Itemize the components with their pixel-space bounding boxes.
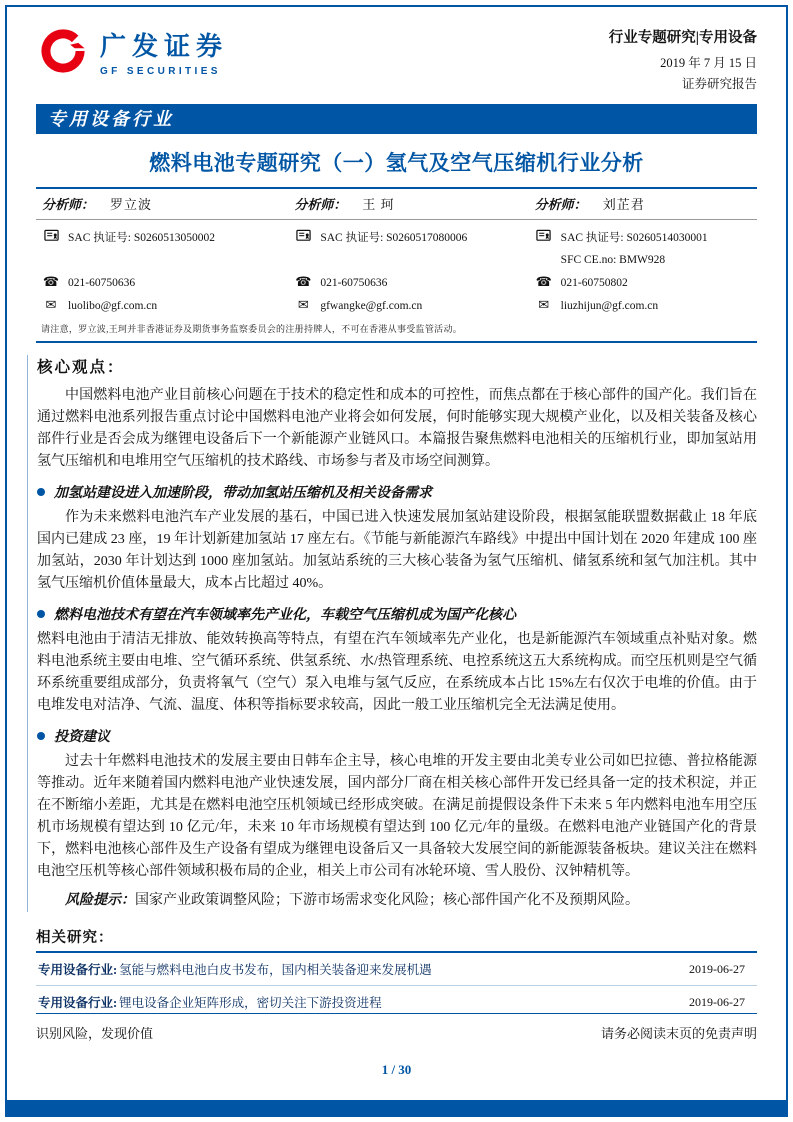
analyst-sfc-row <box>294 248 524 271</box>
related-date: 2019-06-27 <box>689 961 745 976</box>
analyst-column <box>529 220 757 317</box>
page-header <box>36 24 757 92</box>
certificate-icon <box>294 228 312 246</box>
related-title[interactable] <box>38 960 432 978</box>
brand-name-cn: 广发证券 <box>100 30 229 61</box>
gf-logo-icon <box>36 24 90 78</box>
related-row[interactable] <box>36 953 757 986</box>
analyst-sac-row <box>294 225 524 248</box>
analyst-name: 刘芷君 <box>602 197 645 212</box>
analyst-sac-row <box>42 225 284 248</box>
analyst-label: 分析师： <box>534 197 587 212</box>
related-date: 2019-06-27 <box>689 994 745 1009</box>
brand-text <box>100 26 228 77</box>
analyst-column <box>288 220 528 317</box>
section-bullet <box>37 604 757 624</box>
analyst-sfc-row <box>42 248 284 271</box>
email-icon: ✉ <box>45 298 57 313</box>
section-body: 作为未来燃料电池汽车产业发展的基石，中国已进入快速发展加氢站建设阶段，根据氢能联盟数据截止 18 年底国内已建成 23 座，19 年计划新建加氢站 17 座左右。《节能与新能源汽车路线》中提出中国计划在 2020 年建成 100 座加氢站，2030 年计划达到 1000 座加氢站。加氢站系统的三大核心装备为氢气压缩机、储氢系统和氢气加注机。其中氢气压缩机价值体量最大，成本占比超过 40%。 <box>37 510 757 591</box>
analysts-table <box>36 187 757 343</box>
analyst-email[interactable]: liuzhijun@gf.com.cn <box>560 299 659 312</box>
brand-name-en: GF SECURITIES <box>100 65 221 77</box>
analyst-name-cell <box>529 194 757 213</box>
certificate-icon <box>42 228 60 246</box>
core-section <box>27 355 757 912</box>
report-title: 燃料电池专题研究（一）氢气及空气压缩机行业分析 <box>149 151 644 175</box>
analyst-phone-row <box>535 271 753 294</box>
section-heading: 燃料电池技术有望在汽车领域率先产业化，车载空气压缩机成为国产化核心 <box>54 608 516 623</box>
analyst-sac: SAC 执证号: S0260513050002 <box>68 231 215 244</box>
report-date: 2019 年 7 月 15 日 <box>660 56 757 70</box>
analyst-name-cell <box>36 194 288 213</box>
phone-icon: ☎ <box>42 275 60 290</box>
analyst-email[interactable]: gfwangke@gf.com.cn <box>320 299 423 312</box>
email-icon: ✉ <box>538 298 550 313</box>
analyst-details-grid <box>36 220 757 317</box>
analyst-email-row <box>535 294 753 317</box>
analyst-sac: SAC 执证号: S0260517080006 <box>320 231 468 244</box>
industry-banner: 专用设备行业 <box>36 104 757 134</box>
related-title[interactable] <box>38 993 382 1011</box>
related-section <box>36 926 757 1016</box>
analyst-label: 分析师： <box>294 197 347 212</box>
analyst-phone: 021-60750636 <box>68 276 136 289</box>
analyst-email[interactable]: luolibo@gf.com.cn <box>68 299 158 312</box>
analyst-name: 罗立波 <box>110 197 153 212</box>
bullet-icon <box>37 488 45 496</box>
certificate-icon <box>535 228 553 246</box>
related-heading: 相关研究： <box>36 926 757 953</box>
analyst-sfc: SFC CE.no: BMW928 <box>560 253 666 266</box>
related-title-prefix: 专用设备行业: <box>38 996 118 1010</box>
analyst-email-row <box>294 294 524 317</box>
bottom-bar <box>7 1100 786 1115</box>
report-category: 行业专题研究|专用设备 <box>608 30 757 46</box>
analyst-column <box>36 220 288 317</box>
risk-line <box>37 890 757 912</box>
analyst-sfc-row <box>535 248 753 271</box>
section-heading: 加氢站建设进入加速阶段，带动加氢站压缩机及相关设备需求 <box>54 486 432 501</box>
brand-logo <box>36 24 228 78</box>
section-body: 过去十年燃料电池技术的发展主要由日韩车企主导，核心电堆的开发主要由北美专业公司如巴拉德、普拉格能源等推动。近年来随着国内燃料电池产业快速发展，国内部分厂商在相关核心部件开发已经具备一定的技术积淀，并正在不断缩小差距，尤其是在燃料电池空压机领域已经形成突破。在满足前提假设条件下未来 5 年内燃料电池车用空压机市场规模有望达到 10 亿元/年，未来 10 年市场规模有望达到 100 亿元/年的量级。在燃料电池产业链国产化的背景下，燃料电池核心部件及生产设备有望成为继锂电设备后又一具备较大发展空间的新能源装备板块。建议关注在燃料电池空压机等核心部件领域积极布局的企业，相关上市公司有冰轮环境、雪人股份、汉钟精机等。 <box>37 754 757 879</box>
core-heading: 核心观点： <box>37 359 125 376</box>
email-icon: ✉ <box>297 298 309 313</box>
related-title-text: 氢能与燃料电池白皮书发布，国内相关装备迎来发展机遇 <box>119 963 432 977</box>
analyst-name: 王 珂 <box>362 197 395 212</box>
section-heading: 投资建议 <box>54 730 110 745</box>
page-footer <box>36 1013 757 1042</box>
section-body: 燃料电池由于清洁无排放、能效转换高等特点，有望在汽车领域率先产业化，也是新能源汽车领域重点补贴对象。燃料电池系统主要由电堆、空气循环系统、供氢系统、水/热管理系统、电控系统这五大系统构成。而空压机则是空气循环系统重要组成部分，负责将氧气（空气）泵入电堆与氢气反应，在系统成本占比 15%左右仅次于电堆的价值。由于电堆发电对洁净、气流、温度、体积等指标要求较高，因此一般工业压缩机完全无法满足使用。 <box>37 632 757 713</box>
page-number: 1 / 30 <box>381 1062 412 1077</box>
core-intro: 中国燃料电池产业目前核心问题在于技术的稳定性和成本的可控性，而焦点都在于核心部件的国产化。我们旨在通过燃料电池系列报告重点讨论中国燃料电池产业将会如何发展，何时能够实现大规模产业化，以及相关装备及核心部件行业是否会成为继锂电设备后下一个新能源产业链风口。本篇报告聚焦燃料电池相关的压缩机行业，即加氢站用氢气压缩机和电堆用空气压缩机的技术路线、市场参与者及市场空间测算。 <box>37 388 757 469</box>
footer-disclaimer: 请务必阅读末页的免责声明 <box>600 1026 757 1041</box>
header-meta <box>609 24 757 92</box>
bullet-icon <box>37 732 45 740</box>
related-row[interactable] <box>36 986 757 1016</box>
section-bullet <box>37 726 757 746</box>
bullet-icon <box>37 610 45 618</box>
analyst-phone-row <box>294 271 524 294</box>
risk-text: 国家产业政策调整风险；下游市场需求变化风险；核心部件国产化不及预期风险。 <box>135 893 639 908</box>
footer-slogan: 识别风险，发现价值 <box>36 1026 154 1041</box>
analyst-names-row <box>36 189 757 220</box>
section-bullet <box>37 482 757 502</box>
analyst-note: 请注意，罗立波,王珂并非香港证券及期货事务监察委员会的注册持牌人，不可在香港从事受监管活动。 <box>41 324 463 334</box>
analyst-sac-row <box>535 225 753 248</box>
analyst-phone-row <box>42 271 284 294</box>
phone-icon: ☎ <box>535 275 552 290</box>
analyst-email-row <box>42 294 284 317</box>
analyst-sac: SAC 执证号: S0260514030001 <box>560 231 708 244</box>
risk-label: 风险提示： <box>65 893 135 908</box>
report-type: 证券研究报告 <box>681 77 757 91</box>
analyst-phone: 021-60750636 <box>320 276 388 289</box>
analyst-phone: 021-60750802 <box>560 276 628 289</box>
related-title-text: 锂电设备企业矩阵形成，密切关注下游投资进程 <box>119 996 382 1010</box>
analyst-label: 分析师： <box>42 197 95 212</box>
analyst-name-cell <box>288 194 528 213</box>
phone-icon: ☎ <box>295 275 312 290</box>
related-title-prefix: 专用设备行业: <box>38 963 118 977</box>
